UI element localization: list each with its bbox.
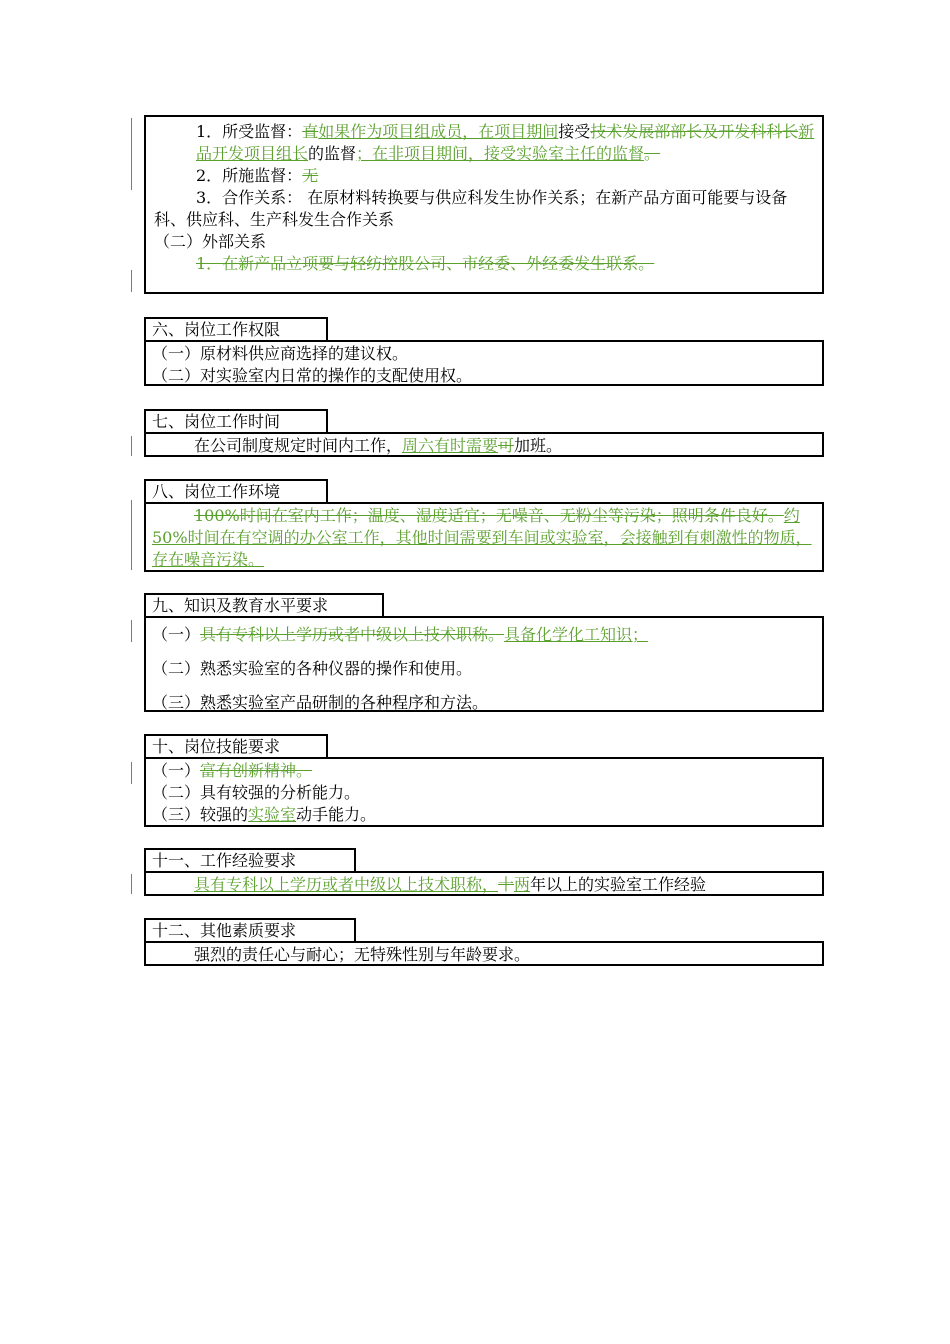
work-time-text	[152, 435, 816, 457]
item-label: 1．所受监督：	[196, 122, 303, 141]
section-title-skills: 十、岗位技能要求	[144, 734, 328, 759]
body-text: （三）较强的	[152, 805, 249, 824]
list-item	[152, 760, 816, 782]
deleted-text: 技术发展部部长及开发科科长	[590, 122, 799, 141]
environment-box	[144, 502, 824, 572]
skills-box	[144, 757, 824, 827]
supervision-received	[154, 121, 816, 165]
change-bar	[131, 620, 132, 642]
deleted-text: 无	[302, 166, 319, 185]
external-relations	[154, 253, 816, 275]
external-heading: （二）外部关系	[154, 232, 267, 251]
item-label: 2．所施监督：	[196, 166, 303, 185]
inserted-text: ；在非项目期间，接受实验室主任的监督	[356, 144, 645, 163]
change-bar	[131, 270, 132, 292]
deleted-text: 十	[498, 875, 515, 894]
change-bar	[131, 118, 132, 190]
deleted-text: 直	[302, 122, 319, 141]
change-bar	[131, 762, 132, 784]
list-item: （三）熟悉实验室产品研制的各种程序和方法。	[152, 693, 489, 712]
body-text: 年以上的实验室工作经验	[530, 875, 707, 894]
inserted-text: 具备化学化工知识；	[504, 625, 649, 644]
education-box	[144, 616, 824, 712]
inserted-text: 新品开发项目组长	[196, 122, 815, 163]
experience-text	[152, 874, 816, 896]
change-bar	[131, 436, 132, 456]
inserted-text: 约50%时间在有空调的办公室工作，其他时间需要到车间或实验室，会接触到有刺激性的物质，存在噪音污染。	[152, 506, 812, 569]
section-title-education: 九、知识及教育水平要求	[144, 593, 384, 618]
experience-box	[144, 871, 824, 896]
list-item: （二）具有较强的分析能力。	[152, 783, 361, 802]
work-time-box	[144, 432, 824, 457]
body-text: 的监督	[308, 144, 357, 163]
section-title-environment: 八、岗位工作环境	[144, 479, 328, 504]
authority-box	[144, 340, 824, 386]
supervision-given	[154, 165, 816, 187]
body-text: 加班。	[514, 436, 563, 455]
body-text: 在公司制度规定时间内工作，	[194, 436, 403, 455]
item-label: （一）	[152, 625, 201, 644]
body-text: 动手能力。	[296, 805, 377, 824]
relations-box	[144, 115, 824, 294]
list-item	[152, 618, 816, 652]
other-box	[144, 941, 824, 966]
list-item: （二）熟悉实验室的各种仪器的操作和使用。	[152, 659, 473, 678]
item-label: （一）	[152, 761, 201, 780]
deleted-text: 可	[498, 436, 515, 455]
section-title-other: 十二、其他素质要求	[144, 918, 356, 943]
inserted-text: 周六有时需要	[402, 436, 499, 455]
deleted-text: 富有创新精神。	[200, 761, 313, 780]
inserted-text: 实验室	[248, 805, 297, 824]
list-item	[152, 804, 816, 826]
body-text: 接受	[558, 122, 591, 141]
section-title-experience: 十一、工作经验要求	[144, 848, 356, 873]
deleted-text: 。	[644, 144, 661, 163]
section-title-work-time: 七、岗位工作时间	[144, 409, 328, 434]
inserted-text: 两	[514, 875, 531, 894]
change-bar	[131, 874, 132, 894]
deleted-text: 1．在新产品立项要与轻纺控股公司、市经委、外经委发生联系。	[196, 254, 655, 273]
list-item: （一）原材料供应商选择的建议权。	[152, 344, 409, 363]
deleted-text: 具有专科以上学历或者中级以上技术职称。	[200, 625, 505, 644]
change-bar	[131, 500, 132, 570]
list-item: （二）对实验室内日常的操作的支配使用权。	[152, 366, 473, 385]
section-title-authority: 六、岗位工作权限	[144, 317, 328, 342]
environment-text	[152, 505, 816, 571]
other-text: 强烈的责任心与耐心；无特殊性别与年龄要求。	[194, 945, 531, 964]
inserted-text: 如果作为项目组成员，在项目期间	[318, 122, 559, 141]
deleted-text: 100%时间在室内工作；温度、湿度适宜；无噪音、无粉尘等污染；照明条件良好。	[194, 506, 784, 525]
cooperation: 3．合作关系： 在原材料转换要与供应科发生协作关系；在新产品方面可能要与设备科、供应科、生产科发生合作关系	[154, 188, 788, 229]
inserted-text: 具有专科以上学历或者中级以上技术职称，	[194, 875, 499, 894]
